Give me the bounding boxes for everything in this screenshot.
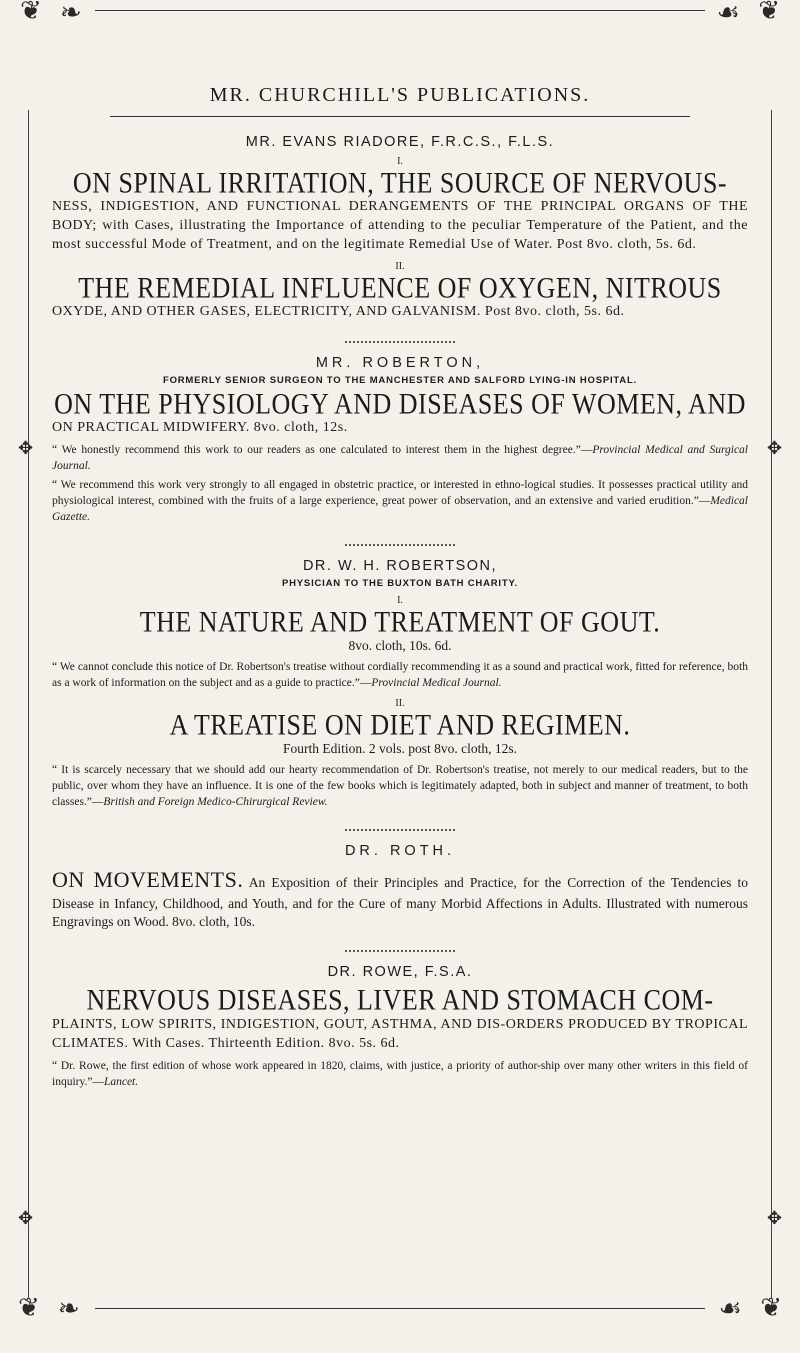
- corner-ornament-icon: ❦: [18, 1293, 40, 1323]
- flourish-icon: ☙: [718, 1294, 742, 1324]
- review-source: British and Foreign Medico-Chirurgical Review.: [103, 796, 328, 809]
- work-entry: [52, 865, 748, 931]
- author-name: DR. ROWE, F.S.A.: [327, 964, 473, 981]
- work-subtitle: ON PRACTICAL MIDWIFERY. 8vo. cloth, 12s.: [52, 420, 348, 436]
- section-divider: [345, 539, 455, 546]
- side-ornament-icon: ✥: [766, 438, 782, 459]
- section-divider: [345, 945, 455, 952]
- review-quote: “ Dr. Rowe, the first edition of whose work appeared in 1820, claims, with justice, a priority of author-ship over many other writers in this field of inquiry.”—Lancet.: [52, 1059, 748, 1088]
- work-numeral: I.: [397, 156, 403, 167]
- top-rule: [95, 10, 705, 11]
- corner-ornament-icon: ❦: [758, 0, 780, 26]
- work-title: A TREATISE ON DIET AND REGIMEN.: [169, 707, 631, 741]
- work-numeral: I.: [397, 594, 403, 606]
- work-subtitle: 8vo. cloth, 10s. 6d.: [348, 638, 452, 654]
- work-title: ON SPINAL IRRITATION, THE SOURCE OF NERVOUS-: [72, 165, 728, 200]
- review-source: Medical Gazette.: [52, 494, 748, 523]
- author-name: DR. W. H. ROBERTSON,: [302, 557, 498, 574]
- review-source: Lancet.: [103, 1075, 139, 1088]
- review-quote: “ We cannot conclude this notice of Dr. Robertson's treatise without cordially recommending it as a sound and practical work, fitted for reference, both as a work of information on the subject and as a guide to practice.”—Provincial Medical Journal.: [52, 661, 748, 690]
- side-ornament-icon: ✥: [18, 1208, 34, 1229]
- work-description: PLAINTS, LOW SPIRITS, INDIGESTION, GOUT, ASTHMA, AND DIS-ORDERS PRODUCED BY TROPICAL CLIMATES. With Cases. Thirteenth Edition. 8vo. 5s. 6d.: [52, 1016, 748, 1051]
- corner-ornament-icon: ❦: [20, 0, 42, 26]
- section-roth: [52, 843, 748, 931]
- work-description: An Exposition of their Principles and Practice, for the Correction of the Tendencies to Disease in Infancy, Childhood, and Youth, and for the Cure of many Morbid Affections in Adults. Illustrated with numerous Engravings on Wood. 8vo. cloth, 10s.: [52, 875, 748, 930]
- review-quote: “ We honestly recommend this work to our readers as one calculated to interest them in the highest degree.”—Provincial Medical and Surgical Journal.: [52, 444, 748, 473]
- work-title: ON MOVEMENTS.: [52, 867, 244, 893]
- side-ornament-icon: ✥: [766, 1208, 782, 1229]
- author-name: MR. ROBERTON,: [315, 355, 485, 372]
- author-affiliation: PHYSICIAN TO THE BUXTON BATH CHARITY.: [282, 577, 518, 589]
- review-quote: “ We recommend this work very strongly to all engaged in obstetric practice, or interested in ethno-logical studies. It possesses practical utility and physiological interest, combined with the fruits of a large experience, great power of observation, and an extensive and varied erudition.”—Medical Gazette.: [52, 478, 748, 523]
- section-rowe: [52, 964, 748, 1089]
- review-quote: “ It is scarcely necessary that we should add our hearty recommendation of Dr. Robertson's treatise, not merely to our medical readers, but to the public, over whom they have an influence. It is one of the few books which is legitimately adapted, both in subject and manner of treatment, to both classes.”—British and Foreign Medico-Chirurgical Review.: [52, 764, 748, 809]
- section-divider: [345, 336, 455, 343]
- work-numeral: II.: [395, 260, 405, 272]
- work-title: NERVOUS DISEASES, LIVER AND STOMACH COM-: [86, 983, 714, 1017]
- author-name: DR. ROTH.: [344, 843, 456, 860]
- right-border: [771, 110, 772, 1298]
- flourish-icon: ❧: [58, 1294, 80, 1324]
- work-title: THE REMEDIAL INFLUENCE OF OXYGEN, NITROUS: [78, 270, 722, 305]
- flourish-icon: ☙: [716, 0, 740, 28]
- side-ornament-icon: ✥: [18, 438, 34, 459]
- review-source: Provincial Medical and Surgical Journal.: [52, 444, 748, 473]
- bottom-rule: [95, 1308, 705, 1309]
- left-border: [28, 110, 29, 1298]
- content: [52, 134, 748, 1092]
- section-divider: [345, 824, 455, 831]
- work-title: THE NATURE AND TREATMENT OF GOUT.: [139, 604, 661, 638]
- review-source: Provincial Medical Journal.: [371, 677, 502, 690]
- work-description: OXYDE, AND OTHER GASES, ELECTRICITY, AND GALVANISM. Post 8vo. cloth, 5s. 6d.: [52, 304, 625, 320]
- page-header: MR. CHURCHILL'S PUBLICATIONS.: [209, 84, 591, 106]
- work-title: ON THE PHYSIOLOGY AND DISEASES OF WOMEN, AND: [54, 386, 746, 421]
- corner-ornament-icon: ❦: [760, 1293, 782, 1323]
- section-roberton: [52, 355, 748, 525]
- header-rule: [110, 116, 690, 117]
- author-name: MR. EVANS RIADORE, F.R.C.S., F.L.S.: [245, 134, 555, 150]
- section-robertson: [52, 558, 748, 811]
- author-affiliation: FORMERLY SENIOR SURGEON TO THE MANCHESTER AND SALFORD LYING-IN HOSPITAL.: [162, 375, 638, 387]
- work-description: NESS, INDIGESTION, AND FUNCTIONAL DERANGEMENTS OF THE PRINCIPAL ORGANS OF THE BODY; with Cases, illustrating the Importance of attending to the peculiar Temperature of the Patient, and the most successful Mode of Treatment, and on the legitimate Remedial Use of Water. Post 8vo. cloth, 5s. 6d.: [52, 199, 748, 253]
- section-riadore: [52, 134, 748, 322]
- flourish-icon: ❧: [60, 0, 82, 28]
- work-numeral: II.: [395, 697, 405, 709]
- work-subtitle: Fourth Edition. 2 vols. post 8vo. cloth, 12s.: [282, 740, 517, 756]
